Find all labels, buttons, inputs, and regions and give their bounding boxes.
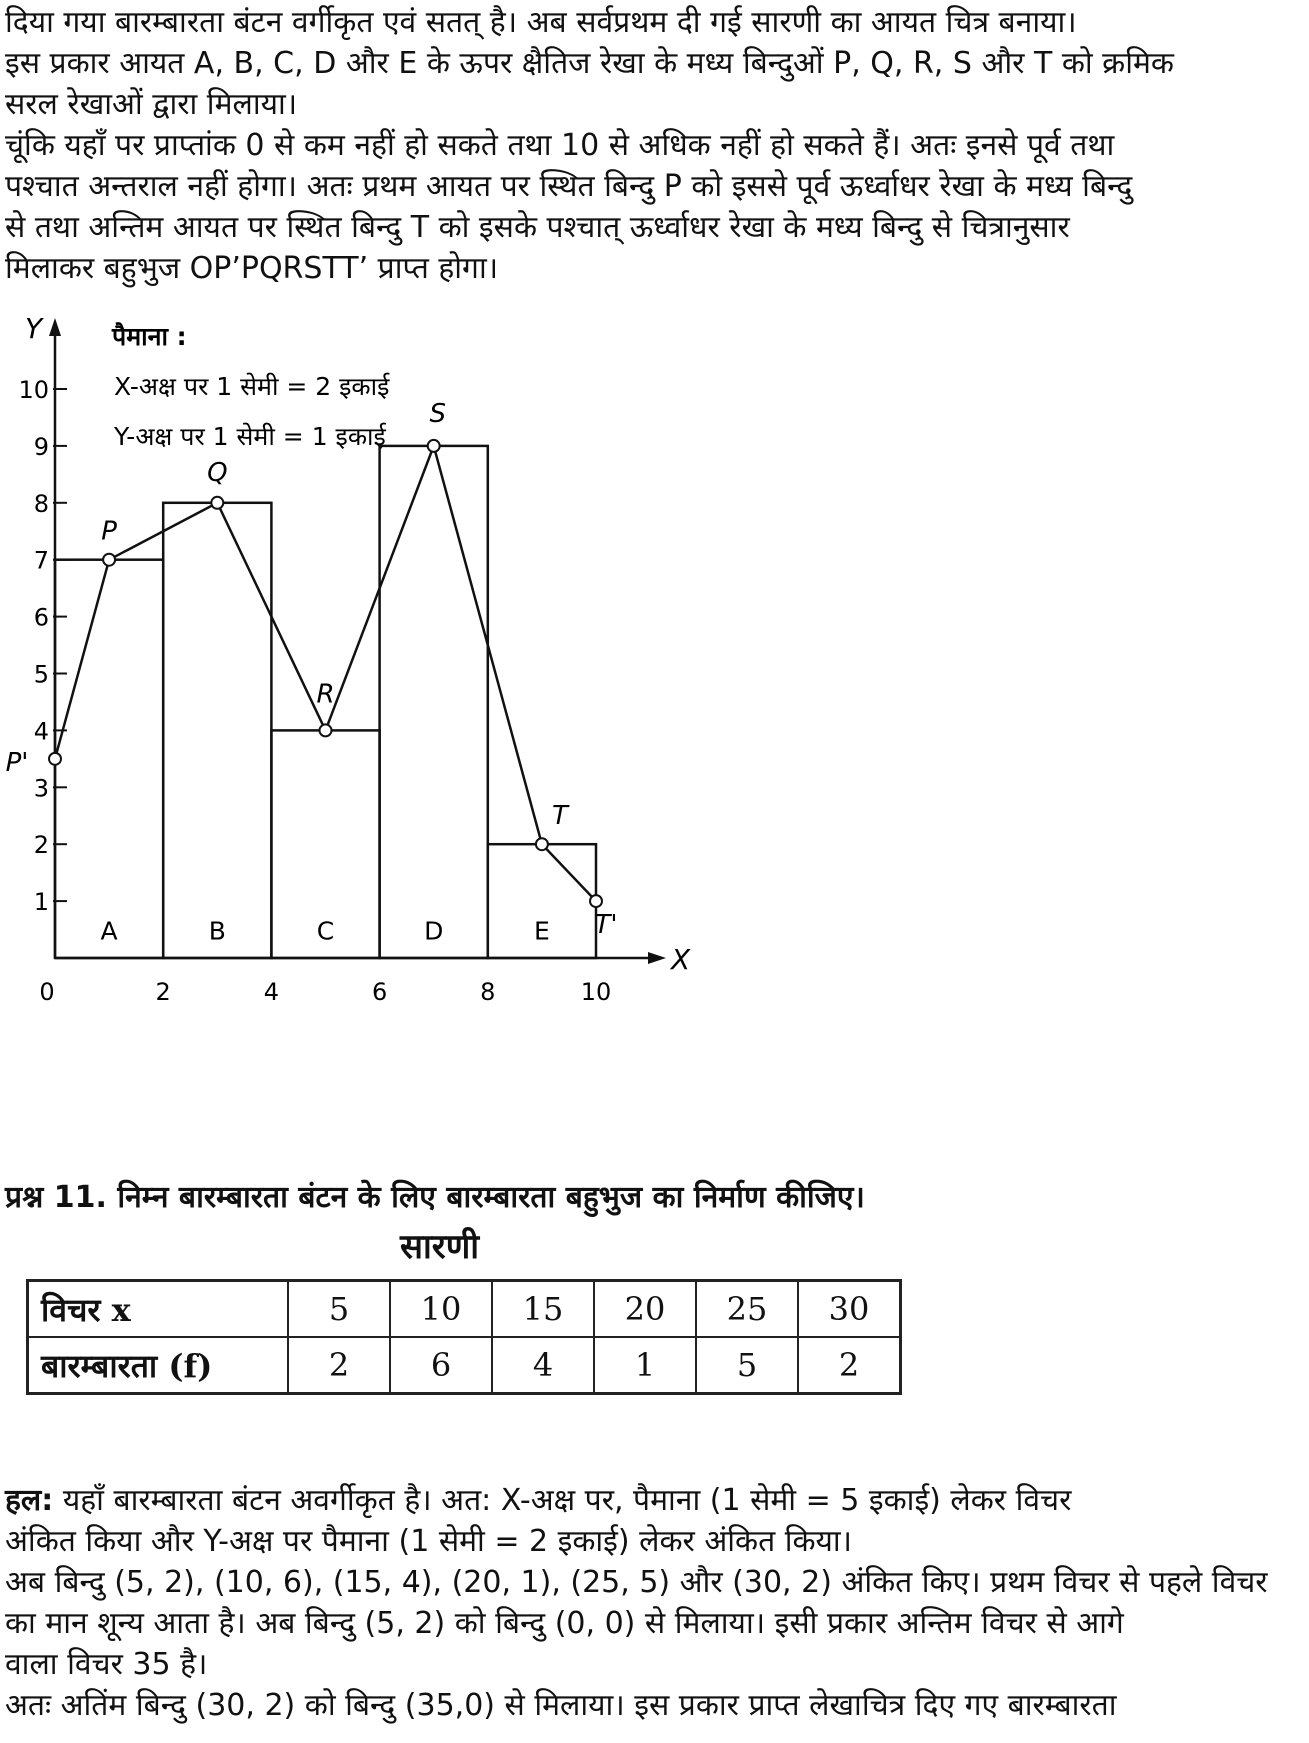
intro-line: से तथा अन्तिम आयत पर स्थित बिन्दु T को इसके पश्चात् ऊर्ध्वाधर रेखा के मध्य बिन्दु से चित्रानुसार xyxy=(5,210,1070,245)
table-row xyxy=(28,1281,901,1338)
solution-paragraph xyxy=(5,1480,1295,1726)
polygon-point xyxy=(103,554,115,566)
point-label: Q xyxy=(207,457,228,488)
intro-line: इस प्रकार आयत A, B, C, D और E के ऊपर क्षैतिज रेखा के मध्य बिन्दुओं P, Q, R, S और T को क्रमिक xyxy=(5,46,1174,81)
polygon-point xyxy=(536,838,548,850)
histogram-bar-D xyxy=(380,446,488,958)
x-axis-arrow-icon xyxy=(648,952,666,964)
table-cell: 30 xyxy=(798,1281,901,1338)
question-heading: प्रश्न 11. निम्न बारम्बारता बंटन के लिए बारम्बारता बहुभुज का निर्माण कीजिए। xyxy=(5,1180,865,1215)
x-tick-label: 8 xyxy=(480,978,496,1006)
point-label: T' xyxy=(594,910,618,941)
frequency-polygon-line xyxy=(55,446,596,901)
bar-label: A xyxy=(100,916,118,946)
y-tick-label: 8 xyxy=(33,489,49,518)
bar-label: E xyxy=(534,916,550,946)
table-cell: 20 xyxy=(594,1281,696,1338)
y-tick-label: 4 xyxy=(33,717,49,746)
table-cell: 6 xyxy=(390,1337,492,1394)
table-row xyxy=(28,1337,901,1394)
y-tick-label: 1 xyxy=(33,888,49,917)
solution-line: अब बिन्दु (5, 2), (10, 6), (15, 4), (20, 1), (25, 5) और (30, 2) अंकित किए। प्रथम विचर से पहले विचर xyxy=(5,1565,1268,1600)
row-header-frequency: बारम्बारता (f) xyxy=(28,1337,289,1394)
table-cell: 5 xyxy=(696,1337,798,1394)
solution-line: वाला विचर 35 है। xyxy=(5,1647,208,1682)
point-label: T xyxy=(551,801,568,832)
bar-label: B xyxy=(208,916,226,946)
histogram-bar-B xyxy=(163,503,271,958)
solution-line: अतः अतिंम बिन्दु (30, 2) को बिन्दु (35,0) से मिलाया। इस प्रकार प्राप्त लेखाचित्र दिए गए बारम्बारता xyxy=(5,1688,1117,1723)
intro-line: पश्चात अन्तराल नहीं होगा। अतः प्रथम आयत पर स्थित बिन्दु P को इससे पूर्व ऊर्ध्वाधर रेखा के मध्य बिन्दु xyxy=(5,169,1133,204)
table-cell: 2 xyxy=(798,1337,901,1394)
bar-label: D xyxy=(424,916,444,946)
table-cell: 25 xyxy=(696,1281,798,1338)
x-axis-label: X xyxy=(671,943,691,976)
solution-line: का मान शून्य आता है। अब बिन्दु (5, 2) को बिन्दु (0, 0) से मिलाया। इसी प्रकार अन्तिम विचर से आगे xyxy=(5,1606,1124,1641)
intro-line: सरल रेखाओं द्वारा मिलाया। xyxy=(5,87,298,122)
x-tick-label: 10 xyxy=(580,978,612,1006)
solution-line xyxy=(5,1480,1295,1521)
solution-label: हल: xyxy=(5,1483,54,1518)
y-tick-label: 9 xyxy=(33,432,49,461)
point-label: P xyxy=(101,516,117,547)
scale-note xyxy=(111,322,390,451)
intro-line: मिलाकर बहुभुज OP’PQRSTT’ प्राप्त होगा। xyxy=(5,251,499,286)
intro-line: चूंकि यहाँ पर प्राप्तांक 0 से कम नहीं हो सकते तथा 10 से अधिक नहीं हो सकते हैं। अतः इनसे पूर्व तथा xyxy=(5,128,1115,163)
table-cell: 2 xyxy=(288,1337,390,1394)
table-cell: 5 xyxy=(288,1281,390,1338)
table-cell: 1 xyxy=(594,1337,696,1394)
x-tick-label: 4 xyxy=(263,978,280,1006)
x-tick-label: 6 xyxy=(371,978,388,1006)
x-tick-label: 0 xyxy=(39,978,55,1006)
y-tick-label: 5 xyxy=(33,660,49,689)
y-tick-label: 6 xyxy=(33,603,49,632)
y-tick-label: 7 xyxy=(33,546,49,575)
table-title: सारणी xyxy=(400,1227,480,1267)
point-label: P' xyxy=(5,747,29,778)
table-cell: 15 xyxy=(492,1281,594,1338)
y-tick-label: 10 xyxy=(18,376,49,404)
y-scale-note: Y-अक्ष पर 1 सेमी = 1 इकाई xyxy=(114,422,386,451)
table-cell: 10 xyxy=(390,1281,492,1338)
point-label: R xyxy=(316,679,335,710)
table-cell: 4 xyxy=(492,1337,594,1394)
polygon-point xyxy=(428,440,440,452)
frequency-table xyxy=(26,1279,902,1395)
intro-line: दिया गया बारम्बारता बंटन वर्गीकृत एवं सतत् है। अब सर्वप्रथम दी गई सारणी का आयत चित्र बनाया। xyxy=(5,5,1077,40)
y-tick-label: 3 xyxy=(33,774,49,803)
y-tick-label: 2 xyxy=(33,831,49,860)
scale-heading: पैमाना : xyxy=(112,322,187,351)
intro-paragraph xyxy=(5,2,1295,289)
x-tick-label: 2 xyxy=(155,978,171,1006)
bar-label: C xyxy=(316,916,335,946)
point-label: S xyxy=(429,398,446,429)
polygon-point xyxy=(49,753,61,765)
histogram-frequency-polygon-chart xyxy=(0,318,780,1118)
solution-line: अंकित किया और Y-अक्ष पर पैमाना (1 सेमी = 2 इकाई) लेकर अंकित किया। xyxy=(5,1524,853,1559)
solution-text: यहाँ बारम्बारता बंटन अवर्गीकृत है। अत: X-अक्ष पर, पैमाना (1 सेमी = 5 इकाई) लेकर विचर xyxy=(53,1483,1072,1518)
polygon-point xyxy=(590,895,602,907)
y-axis-arrow-icon xyxy=(49,318,61,336)
polygon-point xyxy=(211,497,223,509)
polygon-point xyxy=(320,724,332,736)
x-scale-note: X-अक्ष पर 1 सेमी = 2 इकाई xyxy=(114,372,390,401)
histogram-bar-A xyxy=(55,560,163,958)
row-header-variable: विचर x xyxy=(28,1281,289,1338)
y-axis-label: Y xyxy=(25,318,43,345)
